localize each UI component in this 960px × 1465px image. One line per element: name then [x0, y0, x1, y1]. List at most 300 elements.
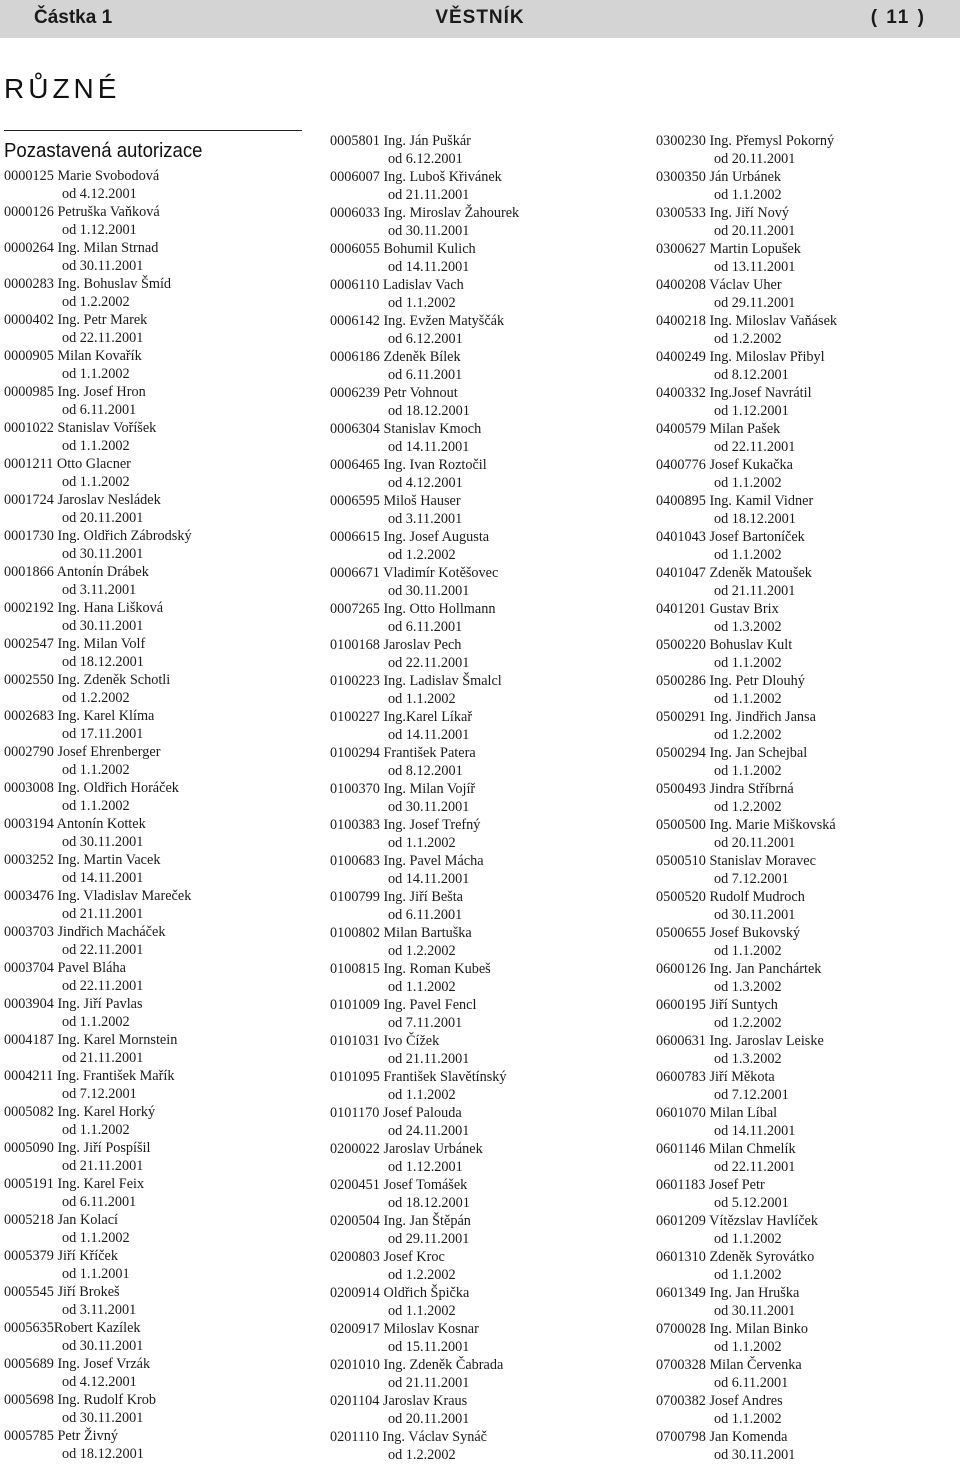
list-item: [330, 169, 519, 205]
list-item: [330, 925, 519, 961]
suspension-date: od 7.12.2001: [713, 870, 789, 887]
list-item: [330, 1429, 519, 1465]
list-item: [656, 961, 837, 997]
suspension-date: od 1.1.2002: [387, 294, 456, 311]
authorization-holder: 0101170 Josef Palouda: [330, 1105, 462, 1121]
authorization-holder: 0400249 Ing. Miloslav Přibyl: [656, 349, 825, 365]
authorization-holder: 0201010 Ing. Zdeněk Čabrada: [330, 1357, 504, 1373]
list-item: [330, 1033, 519, 1069]
authorization-holder: 0300533 Ing. Jiří Nový: [656, 205, 789, 221]
suspension-date: od 30.11.2001: [387, 222, 470, 239]
suspension-date: od 30.11.2001: [61, 617, 144, 634]
authorization-holder: 0101095 František Slavětínský: [330, 1069, 507, 1085]
authorization-holder: 0200451 Josef Tomášek: [330, 1177, 468, 1193]
authorization-holder: 0005082 Ing. Karel Horký: [4, 1104, 156, 1120]
suspension-date: od 18.12.2001: [713, 510, 796, 527]
authorization-holder: 0002683 Ing. Karel Klíma: [4, 708, 155, 724]
issue-label: Částka 1: [34, 7, 113, 28]
suspension-date: od 14.11.2001: [713, 1122, 796, 1139]
authorization-holder: 0401043 Josef Bartoníček: [656, 529, 805, 545]
suspension-date: od 7.11.2001: [387, 1014, 463, 1031]
suspension-date: od 24.11.2001: [387, 1122, 470, 1139]
list-item: [656, 673, 837, 709]
suspension-date: od 21.11.2001: [61, 1049, 144, 1066]
authorization-holder: 0500493 Jindra Stříbrná: [656, 781, 794, 797]
authorization-holder: 0500500 Ing. Marie Miškovská: [656, 817, 836, 833]
suspension-date: od 1.1.2002: [387, 834, 456, 851]
suspension-date: od 4.12.2001: [61, 1373, 137, 1390]
suspension-date: od 22.11.2001: [387, 654, 470, 671]
list-item: [656, 241, 837, 277]
authorization-holder: 0000264 Ing. Milan Strnad: [4, 240, 159, 256]
authorization-holder: 0003904 Ing. Jiří Pavlas: [4, 996, 143, 1012]
authorization-holder: 0003476 Ing. Vladislav Mareček: [4, 888, 192, 904]
suspension-date: od 1.1.2002: [61, 1121, 130, 1138]
list-item: [4, 852, 192, 888]
list-item: [330, 205, 519, 241]
authorization-holder: 0300627 Martin Lopušek: [656, 241, 801, 257]
suspension-date: od 1.2.2002: [61, 689, 130, 706]
authorization-holder: 0001211 Otto Glacner: [4, 456, 131, 472]
authorization-holder: 0005801 Ing. Ján Puškár: [330, 133, 471, 149]
list-column-3: [656, 133, 847, 1465]
suspension-date: od 5.12.2001: [713, 1194, 789, 1211]
suspension-date: od 13.11.2001: [713, 258, 796, 275]
suspension-date: od 22.11.2001: [61, 977, 144, 994]
authorization-holder: 0003008 Ing. Oldřich Horáček: [4, 780, 179, 796]
list-item: [656, 637, 837, 673]
list-item: [330, 1393, 519, 1429]
list-item: [4, 1248, 192, 1284]
authorization-holder: 0005785 Petr Živný: [4, 1428, 118, 1444]
list-item: [4, 888, 192, 924]
authorization-holder: 0500220 Bohuslav Kult: [656, 637, 793, 653]
suspension-date: od 30.11.2001: [61, 1409, 144, 1426]
suspension-date: od 1.1.2002: [387, 690, 456, 707]
suspension-date: od 1.1.2002: [713, 762, 782, 779]
suspension-date: od 7.12.2001: [713, 1086, 789, 1103]
authorization-holder: 0600126 Ing. Jan Panchártek: [656, 961, 822, 977]
list-item: [656, 457, 837, 493]
list-item: [4, 816, 192, 852]
authorization-holder: 0601146 Milan Chmelík: [656, 1141, 796, 1157]
suspension-date: od 8.12.2001: [713, 366, 789, 383]
authorization-holder: 0005698 Ing. Rudolf Krob: [4, 1392, 156, 1408]
authorization-holder: 0006055 Bohumil Kulich: [330, 241, 476, 257]
list-item: [330, 349, 519, 385]
authorization-holder: 0003194 Antonín Kottek: [4, 816, 146, 832]
authorization-holder: 0003704 Pavel Bláha: [4, 960, 126, 976]
authorization-holder: 0001724 Jaroslav Nesládek: [4, 492, 161, 508]
suspension-date: od 18.12.2001: [387, 1194, 470, 1211]
list-column-1: [4, 168, 201, 1464]
list-item: [4, 276, 192, 312]
suspension-date: od 30.11.2001: [713, 906, 796, 923]
suspension-date: od 1.1.2002: [61, 761, 130, 778]
suspension-date: od 1.2.2002: [713, 330, 782, 347]
suspension-date: od 20.11.2001: [387, 1410, 470, 1427]
authorization-holder: 0100383 Ing. Josef Trefný: [330, 817, 481, 833]
list-item: [4, 1032, 192, 1068]
suspension-date: od 1.1.2002: [713, 474, 782, 491]
suspension-date: od 21.11.2001: [387, 1374, 470, 1391]
list-item: [656, 385, 837, 421]
list-item: [4, 456, 192, 492]
suspension-date: od 22.11.2001: [713, 438, 796, 455]
list-item: [330, 1213, 519, 1249]
suspension-date: od 3.11.2001: [61, 581, 137, 598]
authorization-holder: 0700798 Jan Komenda: [656, 1429, 788, 1445]
page-header: [0, 0, 960, 38]
authorization-holder: 0006007 Ing. Luboš Křivánek: [330, 169, 502, 185]
list-item: [656, 277, 837, 313]
list-item: [4, 708, 192, 744]
suspension-date: od 20.11.2001: [713, 834, 796, 851]
list-item: [656, 1213, 837, 1249]
authorization-holder: 0001730 Ing. Oldřich Zábrodský: [4, 528, 192, 544]
suspension-date: od 1.12.2001: [713, 402, 789, 419]
suspension-date: od 30.11.2001: [61, 545, 144, 562]
suspension-date: od 14.11.2001: [387, 258, 470, 275]
suspension-date: od 14.11.2001: [387, 870, 470, 887]
list-item: [4, 1428, 192, 1464]
suspension-date: od 18.12.2001: [61, 653, 144, 670]
authorization-holder: 0200022 Jaroslav Urbánek: [330, 1141, 483, 1157]
authorization-holder: 0006142 Ing. Evžen Matyščák: [330, 313, 505, 329]
suspension-date: od 14.11.2001: [387, 438, 470, 455]
list-item: [656, 853, 837, 889]
suspension-date: od 1.1.2002: [713, 1230, 782, 1247]
suspension-date: od 1.1.2002: [713, 1338, 782, 1355]
list-item: [4, 672, 192, 708]
authorization-holder: 0500655 Josef Bukovský: [656, 925, 801, 941]
list-item: [330, 889, 519, 925]
authorization-holder: 0004211 Ing. František Mařík: [4, 1068, 175, 1084]
authorization-holder: 0006110 Ladislav Vach: [330, 277, 464, 293]
authorization-holder: 0601070 Milan Líbal: [656, 1105, 778, 1121]
list-item: [330, 1069, 519, 1105]
suspension-date: od 22.11.2001: [61, 941, 144, 958]
list-item: [330, 997, 519, 1033]
suspension-date: od 29.11.2001: [387, 1230, 470, 1247]
authorization-holder: 0401047 Zdeněk Matoušek: [656, 565, 812, 581]
suspension-date: od 6.11.2001: [387, 618, 463, 635]
authorization-holder: 0100227 Ing.Karel Líkař: [330, 709, 473, 725]
suspension-date: od 1.3.2002: [713, 618, 782, 635]
authorization-holder: 0600631 Ing. Jaroslav Leiske: [656, 1033, 824, 1049]
suspension-date: od 1.1.2002: [713, 186, 782, 203]
list-item: [4, 1284, 192, 1320]
list-item: [656, 529, 837, 565]
authorization-holder: 0601310 Zdeněk Syrovátko: [656, 1249, 815, 1265]
authorization-holder: 0200803 Josef Kroc: [330, 1249, 445, 1265]
authorization-holder: 0500286 Ing. Petr Dlouhý: [656, 673, 805, 689]
list-item: [330, 1357, 519, 1393]
suspension-date: od 20.11.2001: [713, 150, 796, 167]
authorization-holder: 0400208 Václav Uher: [656, 277, 782, 293]
suspension-date: od 1.1.2002: [387, 1086, 456, 1103]
suspension-date: od 6.11.2001: [713, 1374, 789, 1391]
authorization-holder: 0006239 Petr Vohnout: [330, 385, 458, 401]
list-item: [330, 745, 519, 781]
list-item: [656, 781, 837, 817]
list-item: [330, 493, 519, 529]
authorization-holder: 0601183 Josef Petr: [656, 1177, 765, 1193]
authorization-holder: 0006033 Ing. Miroslav Žahourek: [330, 205, 520, 221]
suspension-date: od 1.1.2002: [61, 473, 130, 490]
authorization-holder: 0000985 Ing. Josef Hron: [4, 384, 146, 400]
authorization-holder: 0700328 Milan Červenka: [656, 1357, 802, 1373]
authorization-holder: 0201104 Jaroslav Kraus: [330, 1393, 468, 1409]
suspension-date: od 1.3.2002: [713, 978, 782, 995]
authorization-holder: 0601209 Vítězslav Havlíček: [656, 1213, 818, 1229]
authorization-holder: 0001022 Stanislav Voříšek: [4, 420, 157, 436]
list-item: [4, 564, 192, 600]
authorization-holder: 0500294 Ing. Jan Schejbal: [656, 745, 808, 761]
suspension-date: od 1.2.2002: [61, 293, 130, 310]
suspension-date: od 22.11.2001: [713, 1158, 796, 1175]
authorization-holder: 0002790 Josef Ehrenberger: [4, 744, 161, 760]
suspension-date: od 1.3.2002: [713, 1050, 782, 1067]
list-item: [4, 168, 192, 204]
list-item: [4, 492, 192, 528]
list-item: [330, 385, 519, 421]
suspension-date: od 1.2.2002: [713, 726, 782, 743]
list-item: [656, 1249, 837, 1285]
authorization-holder: 0401201 Gustav Brix: [656, 601, 779, 617]
authorization-holder: 0005689 Ing. Josef Vrzák: [4, 1356, 151, 1372]
list-item: [656, 421, 837, 457]
suspension-date: od 1.12.2001: [61, 221, 137, 238]
authorization-holder: 0201110 Ing. Václav Synáč: [330, 1429, 487, 1445]
list-item: [4, 744, 192, 780]
list-item: [4, 1356, 192, 1392]
suspension-date: od 4.12.2001: [387, 474, 463, 491]
suspension-date: od 30.11.2001: [61, 833, 144, 850]
suspension-date: od 8.12.2001: [387, 762, 463, 779]
authorization-holder: 0006465 Ing. Ivan Roztočil: [330, 457, 487, 473]
suspension-date: od 21.11.2001: [713, 582, 796, 599]
list-item: [4, 528, 192, 564]
list-item: [656, 493, 837, 529]
authorization-holder: 0002550 Ing. Zdeněk Schotli: [4, 672, 171, 688]
suspension-date: od 21.11.2001: [61, 905, 144, 922]
authorization-holder: 0500291 Ing. Jindřich Jansa: [656, 709, 816, 725]
authorization-holder: 0001866 Antonín Drábek: [4, 564, 149, 580]
authorization-holder: 0100802 Milan Bartuška: [330, 925, 472, 941]
list-item: [330, 961, 519, 997]
list-item: [4, 1212, 192, 1248]
authorization-holder: 0005635Robert Kazílek: [4, 1320, 141, 1336]
suspension-date: od 1.1.2002: [387, 978, 456, 995]
suspension-date: od 7.12.2001: [61, 1085, 137, 1102]
suspension-date: od 6.11.2001: [61, 401, 137, 418]
journal-title: VĚSTNÍK: [435, 7, 525, 28]
suspension-date: od 4.12.2001: [61, 185, 137, 202]
authorization-holder: 0500520 Rudolf Mudroch: [656, 889, 805, 905]
authorization-holder: 0007265 Ing. Otto Hollmann: [330, 601, 496, 617]
authorization-holder: 0000402 Ing. Petr Marek: [4, 312, 148, 328]
authorization-holder: 0700028 Ing. Milan Binko: [656, 1321, 808, 1337]
list-item: [656, 1393, 837, 1429]
suspension-date: od 6.11.2001: [387, 366, 463, 383]
authorization-holder: 0700382 Josef Andres: [656, 1393, 783, 1409]
suspension-date: od 30.11.2001: [61, 257, 144, 274]
suspension-date: od 1.1.2002: [61, 797, 130, 814]
list-item: [4, 348, 192, 384]
list-item: [330, 565, 519, 601]
authorization-holder: 0400776 Josef Kukačka: [656, 457, 793, 473]
authorization-holder: 0600195 Jiří Suntych: [656, 997, 778, 1013]
list-item: [330, 1321, 519, 1357]
authorization-holder: 0300350 Ján Urbánek: [656, 169, 782, 185]
authorization-holder: 0200917 Miloslav Kosnar: [330, 1321, 479, 1337]
list-item: [330, 1285, 519, 1321]
suspension-date: od 18.12.2001: [387, 402, 470, 419]
list-item: [656, 1033, 837, 1069]
list-item: [330, 1105, 519, 1141]
authorization-holder: 0000905 Milan Kovařík: [4, 348, 142, 364]
authorization-holder: 0006304 Stanislav Kmoch: [330, 421, 482, 437]
authorization-holder: 0006671 Vladimír Kotěšovec: [330, 565, 499, 581]
suspension-date: od 1.2.2002: [387, 942, 456, 959]
suspension-date: od 30.11.2001: [387, 798, 470, 815]
suspension-date: od 1.1.2002: [713, 654, 782, 671]
list-item: [4, 1068, 192, 1104]
list-item: [656, 1321, 837, 1357]
authorization-holder: 0100370 Ing. Milan Vojíř: [330, 781, 476, 797]
list-item: [330, 709, 519, 745]
list-item: [656, 133, 837, 169]
suspension-date: od 21.11.2001: [387, 1050, 470, 1067]
list-item: [330, 277, 519, 313]
page-number: ( 11 ): [870, 7, 926, 28]
authorization-holder: 0000283 Ing. Bohuslav Šmíd: [4, 276, 172, 292]
suspension-date: od 1.1.2002: [387, 1302, 456, 1319]
suspension-date: od 30.11.2001: [61, 1337, 144, 1354]
suspension-date: od 1.1.2002: [61, 1013, 130, 1030]
list-item: [656, 565, 837, 601]
suspension-date: od 6.11.2001: [61, 1193, 137, 1210]
suspension-date: od 1.1.2002: [713, 942, 782, 959]
suspension-date: od 6.11.2001: [387, 906, 463, 923]
list-item: [330, 1177, 519, 1213]
list-item: [330, 133, 519, 169]
authorization-holder: 0005218 Jan Kolací: [4, 1212, 118, 1228]
section-divider: [4, 130, 302, 131]
authorization-holder: 0100168 Jaroslav Pech: [330, 637, 462, 653]
list-item: [656, 1069, 837, 1105]
suspension-date: od 6.12.2001: [387, 330, 463, 347]
suspension-date: od 3.11.2001: [61, 1301, 137, 1318]
list-item: [656, 169, 837, 205]
suspension-date: od 30.11.2001: [713, 1446, 796, 1463]
list-item: [4, 1320, 192, 1356]
list-column-2: [330, 133, 529, 1465]
suspension-date: od 1.1.2002: [713, 690, 782, 707]
authorization-holder: 0200914 Oldřich Špička: [330, 1285, 470, 1301]
list-item: [4, 780, 192, 816]
authorization-holder: 0400895 Ing. Kamil Vidner: [656, 493, 814, 509]
authorization-holder: 0500510 Stanislav Moravec: [656, 853, 816, 869]
suspension-date: od 3.11.2001: [387, 510, 463, 527]
suspension-date: od 17.11.2001: [61, 725, 144, 742]
suspension-date: od 1.12.2001: [387, 1158, 463, 1175]
authorization-holder: 0100815 Ing. Roman Kubeš: [330, 961, 491, 977]
authorization-holder: 0005090 Ing. Jiří Pospíšil: [4, 1140, 151, 1156]
authorization-holder: 0005191 Ing. Karel Feix: [4, 1176, 145, 1192]
authorization-holder: 0006186 Zdeněk Bílek: [330, 349, 461, 365]
list-item: [4, 996, 192, 1032]
authorization-holder: 0400332 Ing.Josef Navrátil: [656, 385, 812, 401]
suspension-date: od 14.11.2001: [387, 726, 470, 743]
list-item: [4, 204, 192, 240]
authorization-holder: 0004187 Ing. Karel Mornstein: [4, 1032, 178, 1048]
list-item: [4, 1140, 192, 1176]
suspension-date: od 18.12.2001: [61, 1445, 144, 1462]
suspension-date: od 1.1.2002: [61, 437, 130, 454]
list-item: [656, 205, 837, 241]
suspension-date: od 1.1.2002: [713, 1410, 782, 1427]
list-item: [656, 925, 837, 961]
suspension-date: od 29.11.2001: [713, 294, 796, 311]
suspension-date: od 1.2.2002: [387, 1446, 456, 1463]
suspension-date: od 1.1.2001: [61, 1265, 130, 1282]
list-item: [656, 1105, 837, 1141]
suspension-date: od 1.1.2002: [61, 365, 130, 382]
list-item: [330, 1141, 519, 1177]
authorization-holder: 0400579 Milan Pašek: [656, 421, 781, 437]
authorization-holder: 0300230 Ing. Přemysl Pokorný: [656, 133, 835, 149]
authorization-holder: 0601349 Ing. Jan Hruška: [656, 1285, 800, 1301]
authorization-holder: 0100799 Ing. Jiří Bešta: [330, 889, 463, 905]
list-item: [330, 781, 519, 817]
suspension-date: od 15.11.2001: [387, 1338, 470, 1355]
suspension-date: od 14.11.2001: [61, 869, 144, 886]
suspension-date: od 1.2.2002: [387, 546, 456, 563]
list-item: [656, 1285, 837, 1321]
list-item: [4, 1176, 192, 1212]
list-item: [330, 817, 519, 853]
authorization-holder: 0000126 Petruška Vaňková: [4, 204, 160, 220]
suspension-date: od 1.1.2002: [713, 1266, 782, 1283]
list-item: [330, 601, 519, 637]
suspension-date: od 21.11.2001: [61, 1157, 144, 1174]
list-item: [4, 420, 192, 456]
section-title: RŮZNÉ: [4, 73, 121, 104]
list-item: [656, 709, 837, 745]
suspension-date: od 20.11.2001: [61, 509, 144, 526]
list-item: [656, 817, 837, 853]
authorization-holder: 0101031 Ivo Čížek: [330, 1033, 440, 1049]
authorization-holder: 0400218 Ing. Miloslav Vaňásek: [656, 313, 838, 329]
suspension-date: od 1.2.2002: [387, 1266, 456, 1283]
list-item: [4, 924, 192, 960]
suspension-date: od 30.11.2001: [387, 582, 470, 599]
list-item: [4, 384, 192, 420]
list-item: [330, 421, 519, 457]
authorization-holder: 0005545 Jiří Brokeš: [4, 1284, 120, 1300]
authorization-holder: 0600783 Jiří Měkota: [656, 1069, 775, 1085]
list-item: [656, 745, 837, 781]
authorization-holder: 0200504 Ing. Jan Štěpán: [330, 1213, 471, 1229]
authorization-holder: 0002547 Ing. Milan Volf: [4, 636, 146, 652]
list-item: [656, 1429, 837, 1465]
subsection-title: Pozastavená autorizace: [4, 140, 203, 162]
list-item: [656, 997, 837, 1033]
list-item: [656, 889, 837, 925]
list-item: [4, 636, 192, 672]
